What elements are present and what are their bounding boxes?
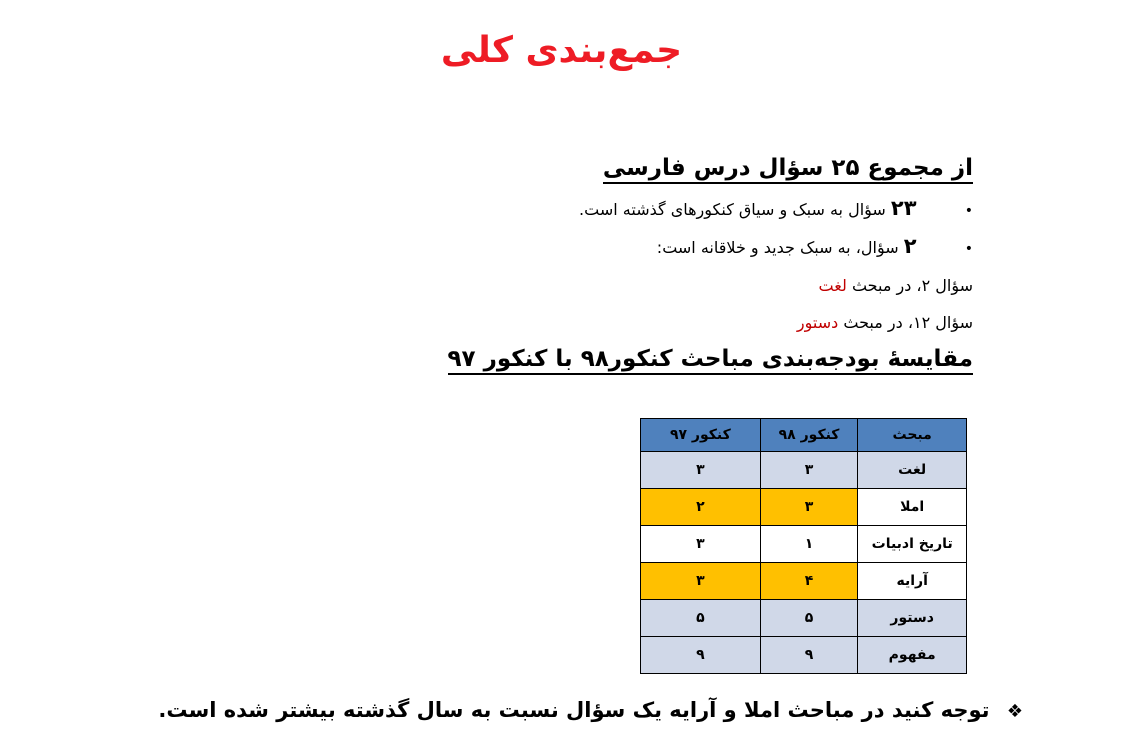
- cell-topic: لغت: [858, 452, 967, 489]
- cell-topic: مفهوم: [858, 637, 967, 674]
- cell-k98: ۵: [760, 600, 858, 637]
- cell-topic: دستور: [858, 600, 967, 637]
- section1-heading: از مجموع ۲۵ سؤال درس فارسی: [603, 155, 973, 184]
- cell-k97: ۵: [641, 600, 761, 637]
- header-konkur-98: کنکور ۹۸: [760, 419, 858, 452]
- bullet-2-number: ۲: [903, 234, 917, 258]
- bullet-item-2: [657, 234, 973, 258]
- detail-1-topic: لغت: [818, 276, 847, 295]
- table-row: [641, 452, 967, 489]
- section2-heading: مقایسۀ بودجه‌بندی مباحث کنکور۹۸ با کنکور ۹۷: [448, 346, 973, 375]
- cell-k98: ۴: [760, 563, 858, 600]
- cell-k97: ۳: [641, 452, 761, 489]
- summary-note: [158, 698, 1023, 722]
- table-row: [641, 600, 967, 637]
- bullet-icon: •: [964, 203, 973, 219]
- cell-topic: آرایه: [858, 563, 967, 600]
- diamond-bullet-icon: ❖: [1006, 701, 1023, 722]
- note-text: توجه کنید در مباحث املا و آرایه یک سؤال نسبت به سال گذشته بیشتر شده است.: [158, 698, 990, 722]
- table-header-row: [641, 419, 967, 452]
- page-title: جمع‌بندی کلی: [440, 30, 683, 71]
- header-topic: مبحث: [858, 419, 967, 452]
- cell-k98: ۳: [760, 452, 858, 489]
- cell-topic: تاریخ ادبیات: [858, 526, 967, 563]
- cell-k98: ۳: [760, 489, 858, 526]
- bullet-2-text: سؤال، به سبک جدید و خلاقانه است:: [656, 238, 899, 257]
- detail-2-topic: دستور: [796, 313, 839, 332]
- cell-k97: ۳: [641, 526, 761, 563]
- table-row: [641, 489, 967, 526]
- bullet-item-1: [579, 196, 973, 220]
- table-row: [641, 637, 967, 674]
- table-row: [641, 563, 967, 600]
- bullet-1-number: ۲۳: [890, 196, 917, 220]
- cell-k98: ۱: [760, 526, 858, 563]
- cell-topic: املا: [858, 489, 967, 526]
- cell-k97: ۹: [641, 637, 761, 674]
- cell-k98: ۹: [760, 637, 858, 674]
- budget-table: [640, 418, 967, 674]
- detail-line-2: [797, 313, 973, 332]
- detail-2-prefix: سؤال ۱۲، در مبحث: [843, 313, 973, 332]
- detail-line-1: [819, 276, 973, 295]
- header-konkur-97: کنکور ۹۷: [641, 419, 761, 452]
- bullet-icon: •: [964, 241, 973, 257]
- detail-1-prefix: سؤال ۲، در مبحث: [851, 276, 973, 295]
- table-row: [641, 526, 967, 563]
- cell-k97: ۲: [641, 489, 761, 526]
- bullet-1-text: سؤال به سبک و سیاق کنکورهای گذشته است.: [579, 200, 886, 219]
- cell-k97: ۳: [641, 563, 761, 600]
